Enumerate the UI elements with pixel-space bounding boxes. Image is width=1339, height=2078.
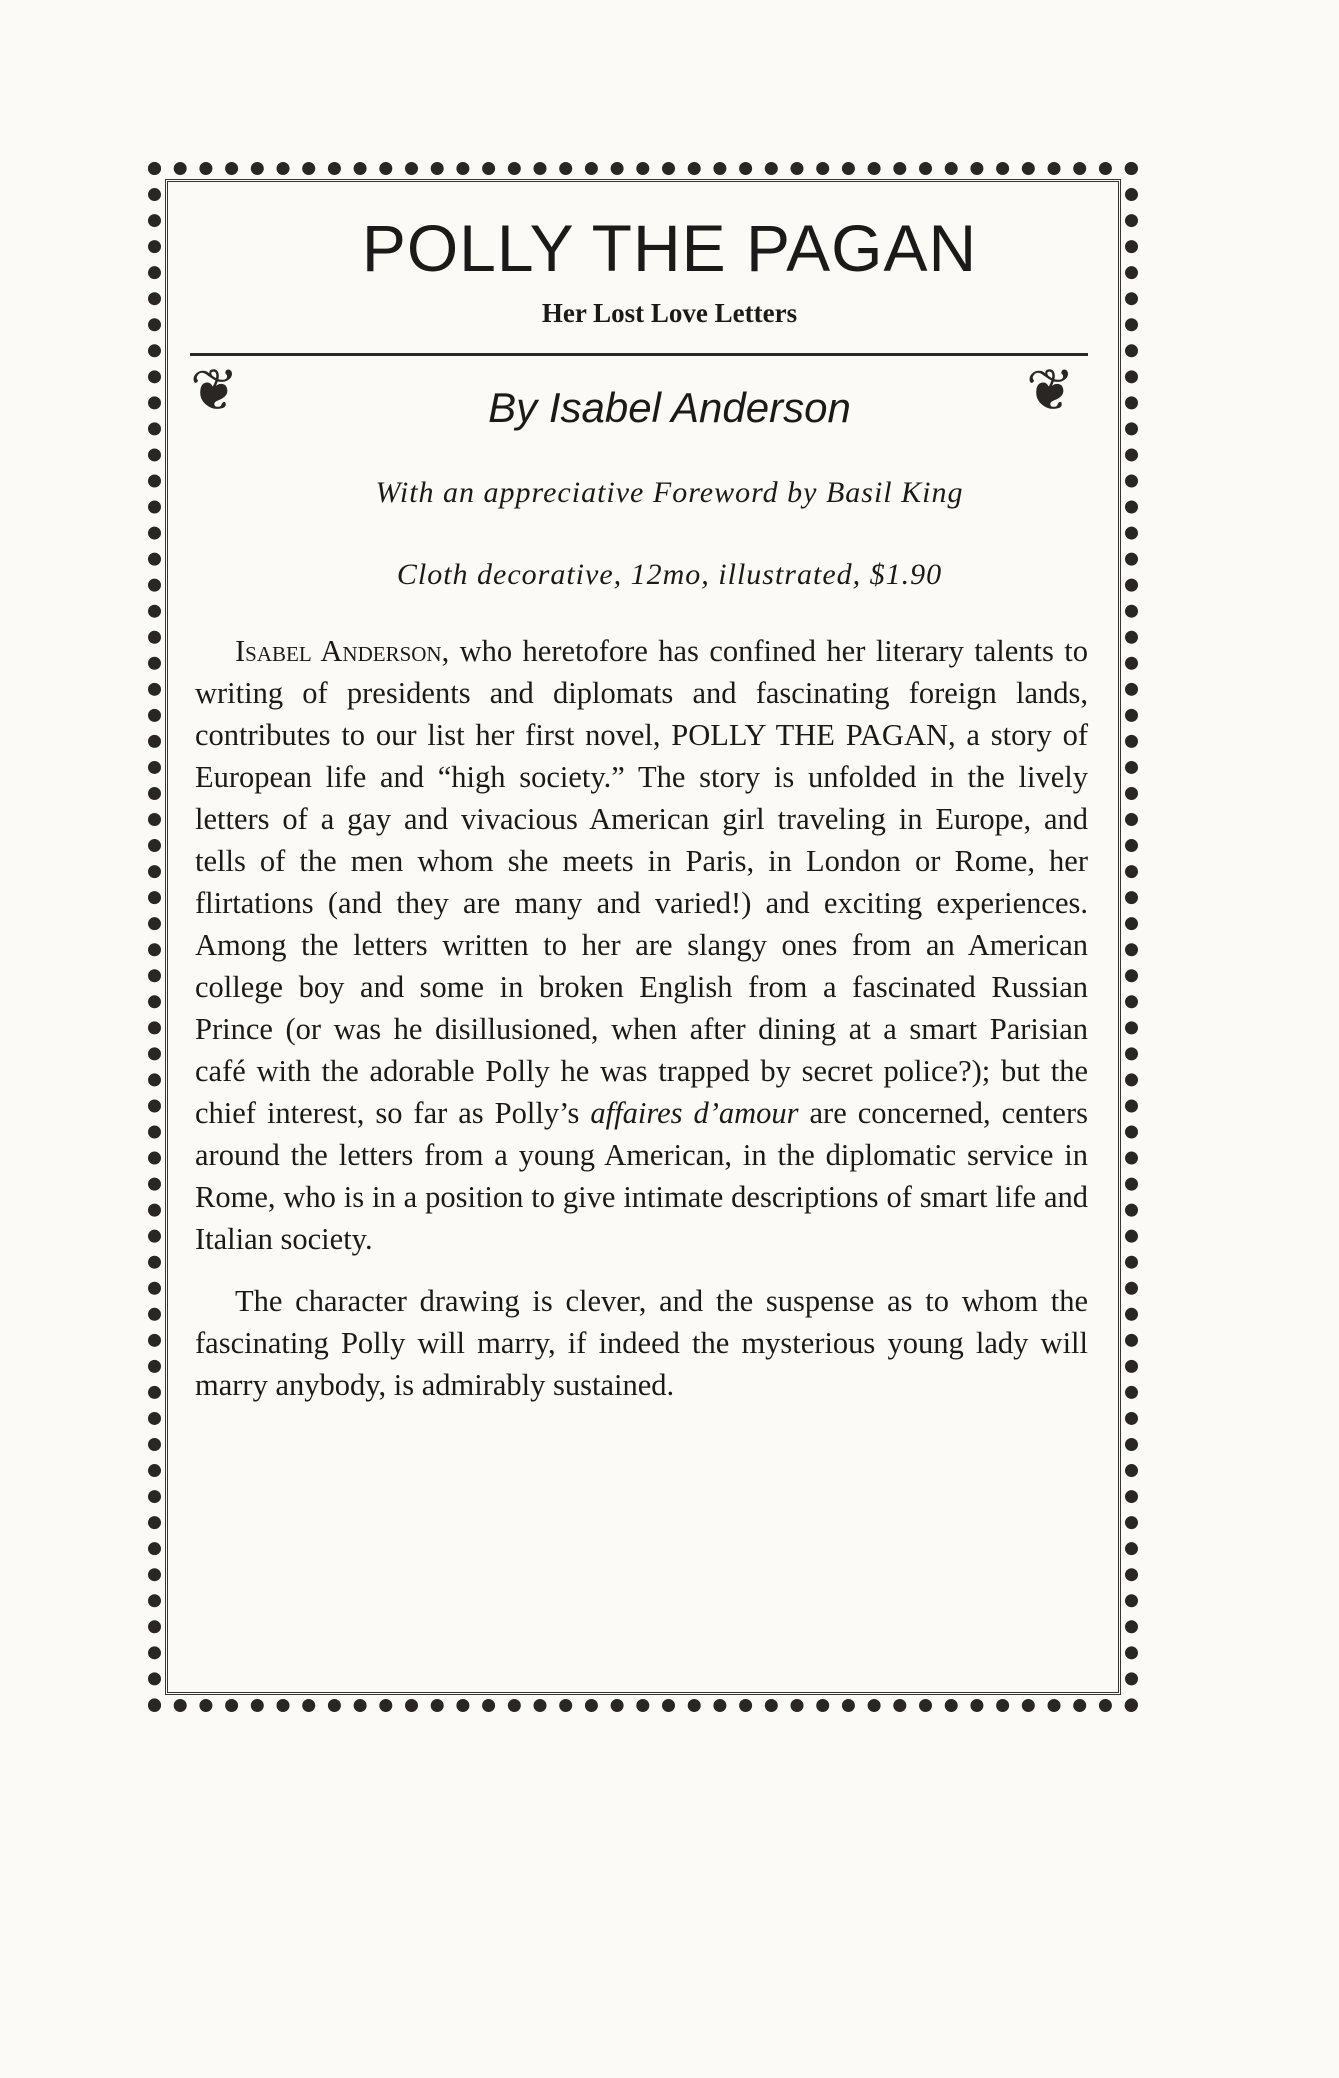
description-paragraph-2: The character drawing is clever, and the suspense as to whom the fascinating Polly will marry, if indeed the mysterious young lady will marry anybody, is admirably sustained. — [195, 1284, 1088, 1402]
floral-ornament-icon: ❦ — [1026, 358, 1075, 423]
floral-ornament-icon: ❦ — [190, 358, 239, 423]
book-subtitle: Her Lost Love Letters — [541, 298, 798, 328]
divider-rule — [190, 353, 1088, 356]
description-body — [195, 630, 1088, 1406]
italic-phrase: affaires d’amour — [590, 1096, 799, 1130]
paragraph-text: , who heretofore has confined her literary talents to writing of presidents and diplomats and fascinating foreign lands, contributes to our list her first novel, POLLY THE PAGAN, a story of European life and “high society.” The story is unfolded in the lively letters of a gay and vivacious American girl traveling in Europe, and tells of the men whom she meets in Paris, in London or Rome, her flirtations (and they are many and varied!) and exciting experiences. Among the letters written to her are slangy ones from an American college boy and some in broken English from a fascinated Russian Prince (or was he disillusioned, when after dining at a smart Parisian café with the adorable Polly he was trapped by secret police?); but the chief interest, so far as Polly’s — [195, 634, 1088, 1130]
author-line: By Isabel Anderson — [488, 384, 851, 431]
paragraph-text: are concerned, centers around the letters from a young American, in the diplomatic service in Rome, who is in a position to give intimate descriptions of smart life and Italian society. — [195, 1096, 1088, 1256]
edition-price-line: Cloth decorative, 12mo, illustrated, $1.90 — [396, 558, 943, 591]
author-name-smallcaps: Isabel Anderson — [235, 634, 442, 668]
description-paragraph-1 — [195, 630, 1088, 1260]
foreword-line: With an appreciative Foreword by Basil King — [375, 476, 964, 509]
book-title: POLLY THE PAGAN — [361, 211, 978, 285]
